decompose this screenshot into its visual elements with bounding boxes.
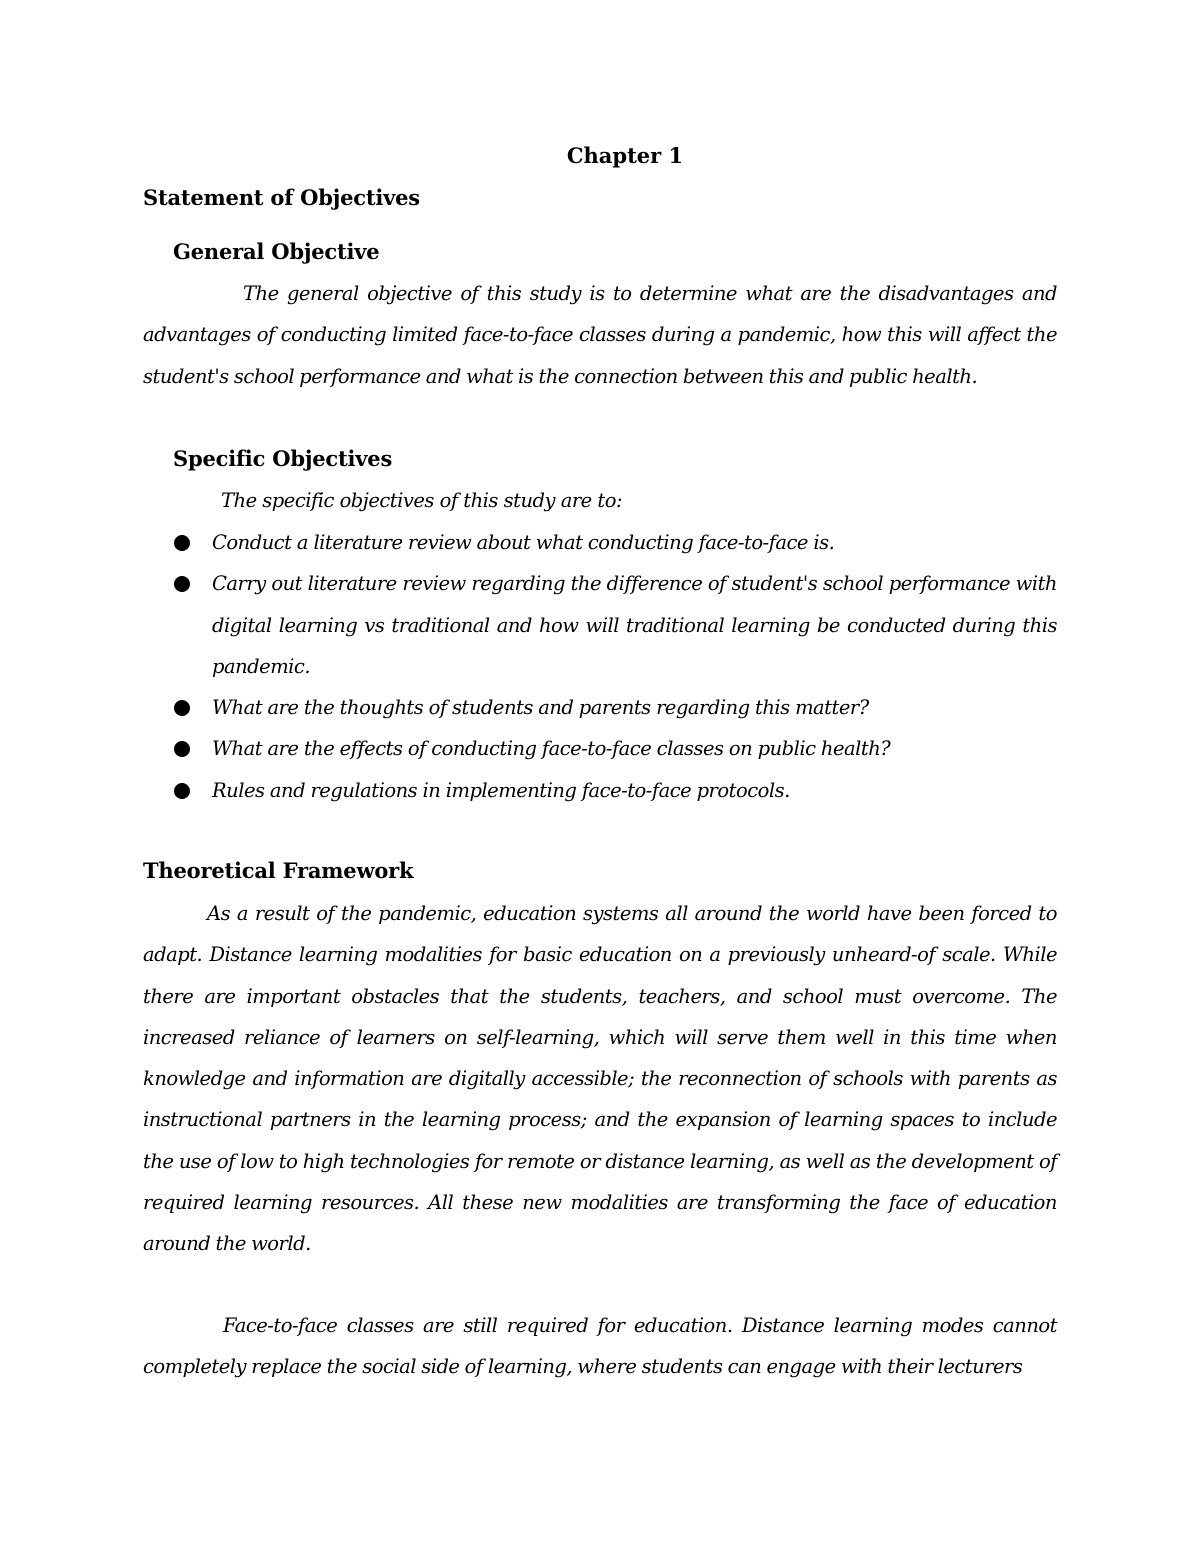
list-item-text: What are the effects of conducting face-to-face classes on public health? xyxy=(212,737,891,761)
theoretical-paragraph-1 xyxy=(143,893,1057,1265)
list-item xyxy=(173,770,1057,811)
bullet-icon xyxy=(174,700,190,716)
list-item xyxy=(173,687,1057,728)
general-objective-paragraph xyxy=(143,273,1057,397)
list-item-text: Carry out literature review regarding the difference of student's school performance with digital learning vs traditional and how will traditional learning be conducted during this pandemic. xyxy=(212,572,1057,678)
bullet-icon xyxy=(174,741,190,757)
bullet-icon xyxy=(174,783,190,799)
list-item-text: What are the thoughts of students and parents regarding this matter? xyxy=(212,696,869,720)
specific-objectives-heading: Specific Objectives xyxy=(173,446,393,471)
general-objective-text: The general objective of this study is to determine what are the disadvantages and advantages of conducting limited face-to-face classes during a pandemic, how this will affect the student's school performance and what is the connection between this and public health. xyxy=(143,282,1057,388)
list-item xyxy=(173,522,1057,563)
theoretical-paragraph-2 xyxy=(143,1305,1057,1388)
bullet-icon xyxy=(174,535,190,551)
general-objective-heading: General Objective xyxy=(173,239,380,264)
list-item-text: Rules and regulations in implementing face-to-face protocols. xyxy=(212,778,790,802)
theoretical-paragraph-1-text: As a result of the pandemic, education systems all around the world have been forced to adapt. Distance learning modalities for basic education on a previously unheard-of scale. While there are important obstacles that the students, teachers, and school must overcome. The increased reliance of learners on self-learning, which will serve them well in this time when knowledge and information are digitally accessible; the reconnection of schools with parents as instructional partners in the learning process; and the expansion of learning spaces to include the use of low to high technologies for remote or distance learning, as well as the development of required learning resources. All these new modalities are transforming the face of education around the world. xyxy=(143,902,1057,1256)
chapter-title: Chapter 1 xyxy=(566,143,684,168)
list-item xyxy=(173,563,1057,687)
statement-heading: Statement of Objectives xyxy=(143,185,420,210)
bullet-icon xyxy=(174,576,190,592)
specific-objectives-intro: The specific objectives of this study are to: xyxy=(221,489,623,512)
specific-objectives-list xyxy=(173,522,1057,811)
list-item xyxy=(173,728,1057,769)
theoretical-framework-heading: Theoretical Framework xyxy=(143,858,414,883)
list-item-text: Conduct a literature review about what conducting face-to-face is. xyxy=(212,531,835,554)
theoretical-paragraph-2-text: Face-to-face classes are still required for education. Distance learning modes cannot completely replace the social side of learning, where students can engage with their lecturers xyxy=(143,1314,1057,1379)
